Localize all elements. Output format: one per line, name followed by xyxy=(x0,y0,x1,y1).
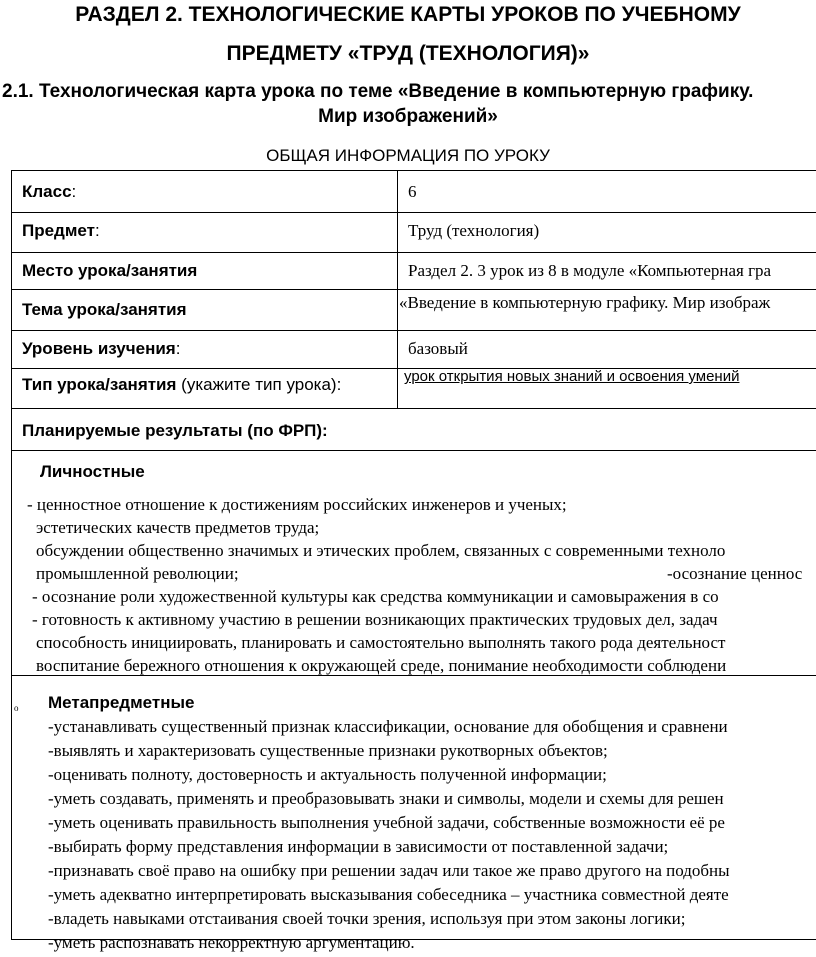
personal-line: -осознание ценнос xyxy=(667,564,803,583)
section-title-line1: РАЗДЕЛ 2. ТЕХНОЛОГИЧЕСКИЕ КАРТЫ УРОКОВ ПО УЧЕБНОМУ xyxy=(75,3,741,26)
personal-line: - ценностное отношение к достижениям российских инженеров и ученых; xyxy=(27,495,567,514)
row-label-topic: Тема урока/занятия xyxy=(22,300,187,319)
meta-line: -устанавливать существенный признак классификации, основание для обобщения и сравнени xyxy=(48,717,728,736)
personal-line: - осознание роли художественной культуры как средства коммуникации и самовыражения в со xyxy=(32,587,719,606)
lesson-title-line1: 2.1. Технологическая карта урока по теме «Введение в компьютерную графику. xyxy=(2,81,754,102)
row-label-type: Тип урока/занятия (укажите тип урока): xyxy=(22,375,342,394)
row-label-place: Место урока/занятия xyxy=(22,261,198,280)
table-caption: ОБЩАЯ ИНФОРМАЦИЯ ПО УРОКУ xyxy=(266,146,550,165)
row-label-subject: Предмет: xyxy=(22,221,100,240)
table-row-divider xyxy=(11,252,816,253)
personal-results-heading: Личностные xyxy=(40,462,145,481)
table-row-divider xyxy=(11,408,816,409)
personal-line: воспитание бережного отношения к окружающей среде, понимание необходимости соблюдени xyxy=(36,656,727,675)
meta-line: -признавать своё право на ошибку при решении задач или такое же право другого на подобны xyxy=(48,861,730,880)
section-title-line2: ПРЕДМЕТУ «ТРУД (ТЕХНОЛОГИЯ)» xyxy=(226,42,590,65)
personal-line: эстетических качеств предметов труда; xyxy=(36,518,320,537)
row-value-type: урок открытия новых знаний и освоения умений xyxy=(404,368,740,385)
row-value-level: базовый xyxy=(408,339,468,358)
personal-line: обсуждении общественно значимых и этических проблем, связанных с современными техноло xyxy=(36,541,726,560)
meta-line: -владеть навыками отстаивания своей точки зрения, используя при этом законы логики; xyxy=(48,909,686,928)
table-row-divider xyxy=(11,450,816,451)
results-heading: Планируемые результаты (по ФРП): xyxy=(22,421,328,440)
list-bullet-icon: o xyxy=(14,703,19,713)
lesson-title-line2: Мир изображений» xyxy=(318,106,498,127)
meta-results-heading: Метапредметные xyxy=(48,693,195,712)
row-value-class: 6 xyxy=(408,182,417,201)
meta-line: -оценивать полноту, достоверность и актуальность полученной информации; xyxy=(48,765,607,784)
personal-line: промышленной революции; xyxy=(36,564,239,583)
personal-line: - готовность к активному участию в решении возникающих практических трудовых дел, задач xyxy=(32,610,718,629)
row-value-subject: Труд (технология) xyxy=(408,221,540,240)
row-value-place: Раздел 2. 3 урок из 8 в модуле «Компьютерная гра xyxy=(408,261,772,280)
meta-line: -уметь адекватно интерпретировать высказывания собеседника – участника совместной деяте xyxy=(48,885,729,904)
meta-line: -уметь создавать, применять и преобразовывать знаки и символы, модели и схемы для решен xyxy=(48,789,724,808)
meta-line: -уметь распознавать некорректную аргументацию. xyxy=(48,933,415,952)
table-row-divider xyxy=(11,330,816,331)
row-value-topic: «Введение в компьютерную графику. Мир изображ xyxy=(399,293,771,312)
personal-line: способность инициировать, планировать и самостоятельно выполнять такого рода деятельност xyxy=(36,633,726,652)
table-row-divider xyxy=(11,289,816,290)
table-row-divider xyxy=(11,212,816,213)
row-label-level: Уровень изучения: xyxy=(22,339,181,358)
meta-line: -уметь оценивать правильность выполнения учебной задачи, собственные возможности её ре xyxy=(48,813,725,832)
row-label-class: Класс: xyxy=(22,182,77,201)
meta-line: -выявлять и характеризовать существенные признаки рукотворных объектов; xyxy=(48,741,608,760)
meta-line: -выбирать форму представления информации в зависимости от поставленной задачи; xyxy=(48,837,669,856)
